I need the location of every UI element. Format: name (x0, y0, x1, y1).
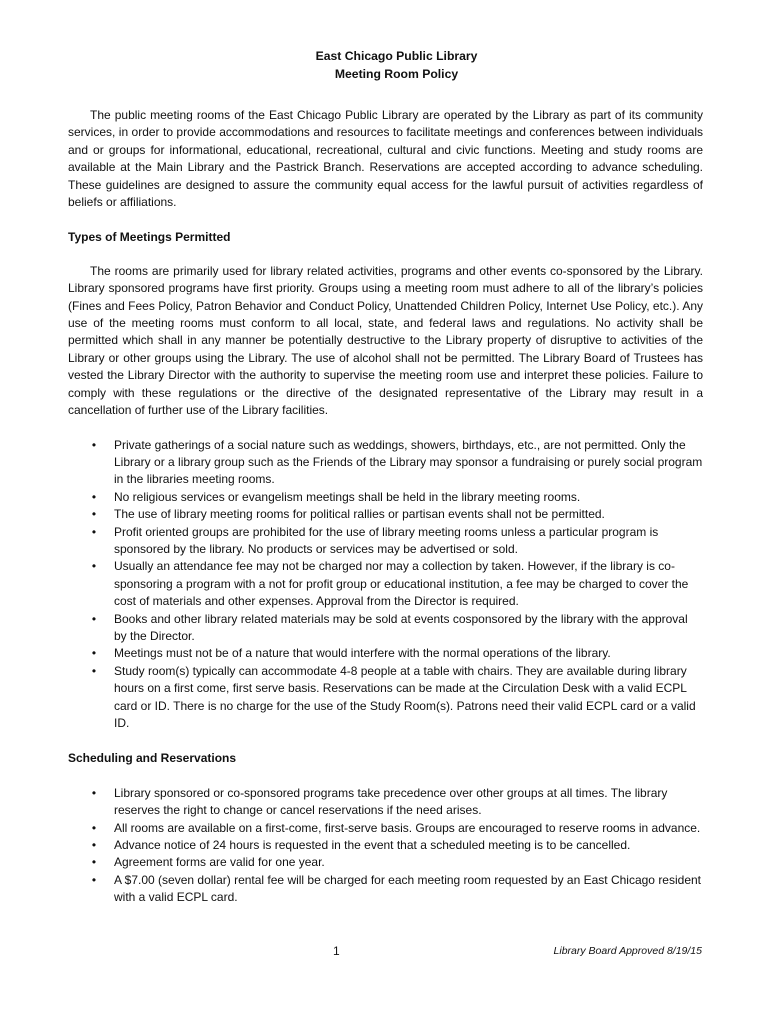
bullet-icon: • (91, 646, 97, 661)
list-item-text: Advance notice of 24 hours is requested in the event that a scheduled meeting is to be cancelled. (114, 838, 631, 853)
document-title (90, 47, 703, 83)
list-item-text: Agreement forms are valid for one year. (114, 855, 325, 870)
list-item (68, 663, 703, 733)
bullet-icon: • (91, 838, 97, 853)
intro-paragraph: The public meeting rooms of the East Chicago Public Library are operated by the Library as part of its community services, in order to provide accommodations and resources to facilitate meetings and conferences between individuals and or groups for informational, educational, recreational, cultural and civic functions. Meeting and study rooms are available at the Main Library and the Pastrick Branch. Reservations are accepted according to advance scheduling. These guidelines are designed to assure the community equal access for the lawful pursuit of activities regardless of beliefs or affiliations. (68, 108, 703, 210)
list-item-text: No religious services or evangelism meetings shall be held in the library meeting rooms. (114, 489, 581, 504)
bullet-icon: • (91, 507, 97, 522)
list-item-text: Study room(s) typically can accommodate 4-8 people at a table with chairs. They are available during library hours on a first come, first serve basis. Reservations can be made at the Circulation Desk with a valid ECPL card or ID. There is no charge for the use of the Study Room(s). Patrons need their valid ECPL card or a valid ID. (114, 663, 696, 730)
list-item-text: Meetings must not be of a nature that would interfere with the normal operations of the library. (114, 646, 611, 661)
bullet-icon: • (91, 489, 97, 504)
bullet-icon: • (91, 437, 97, 452)
list-item (68, 524, 703, 559)
list-item (68, 611, 703, 646)
title-library-name: East Chicago Public Library (315, 49, 478, 63)
bullet-icon: • (91, 524, 97, 539)
scheduling-bullet-list (68, 785, 703, 907)
section-heading-types: Types of Meetings Permitted (68, 230, 231, 245)
bullet-icon: • (91, 855, 97, 870)
bullet-icon: • (91, 872, 97, 887)
list-item (68, 489, 703, 506)
bullet-icon: • (91, 785, 97, 800)
section-heading-scheduling: Scheduling and Reservations (68, 751, 237, 766)
page-footer (0, 944, 770, 964)
list-item (68, 437, 703, 489)
bullet-icon: • (91, 820, 97, 835)
list-item-text: A $7.00 (seven dollar) rental fee will be charged for each meeting room requested by an East Chicago resident with a valid ECPL card. (114, 872, 702, 905)
list-item-text: Books and other library related materials may be sold at events cosponsored by the library with the approval by the Director. (114, 611, 688, 643)
bullet-icon: • (91, 559, 97, 574)
list-item (68, 506, 703, 523)
types-bullet-list (68, 437, 703, 733)
list-item-text: Library sponsored or co-sponsored programs take precedence over other groups at all times. The library reserves the right to change or cancel reservations if the need arises. (114, 785, 668, 818)
list-item-text: All rooms are available on a first-come, first-serve basis. Groups are encouraged to reserve rooms in advance. (114, 820, 701, 835)
title-policy-name: Meeting Room Policy (334, 67, 459, 81)
bullet-icon: • (91, 611, 97, 626)
bullet-icon: • (91, 663, 97, 678)
list-item-text: The use of library meeting rooms for political rallies or partisan events shall not be permitted. (114, 507, 605, 522)
document-body (68, 47, 703, 907)
list-item (68, 645, 703, 662)
list-item (68, 837, 703, 854)
list-item (68, 820, 703, 837)
list-item (68, 785, 703, 820)
list-item (68, 872, 703, 907)
list-item-text: Usually an attendance fee may not be charged nor may a collection by taken. However, if the library is co-sponsoring a program with a not for profit group or educational institution, a fee may be charged to cover the cost of materials and other expenses. Approval from the Director is required. (114, 559, 689, 609)
list-item (68, 558, 703, 610)
list-item-text: Private gatherings of a social nature such as weddings, showers, birthdays, etc., are not permitted. Only the Library or a library group such as the Friends of the Library may sponsor a fundraising or purely social program in the libraries meeting rooms. (114, 437, 703, 487)
page-number: 1 (333, 944, 340, 958)
approval-note: Library Board Approved 8/19/15 (553, 945, 702, 957)
list-item (68, 854, 703, 871)
types-paragraph: The rooms are primarily used for library related activities, programs and other events co-sponsored by the Library. Library sponsored programs have first priority. Groups using a meeting room must adhere to all of the library’s policies (Fines and Fees Policy, Patron Behavior and Conduct Policy, Unattended Children Policy, Internet Use Policy, etc.). Any use of the meeting rooms must conform to all local, state, and federal laws and regulations. No activity shall be permitted which shall in any manner be potentially destructive to the Library property of disruptive to activities of the Library or other groups using the Library. The use of alcohol shall not be permitted. The Library Board of Trustees has vested the Library Director with the authority to supervise the meeting room use and interpret these policies. Failure to comply with these regulations or the directive of the designated representative of the Library may result in a cancellation of further use of the Library facilities. (68, 263, 703, 418)
list-item-text: Profit oriented groups are prohibited for the use of library meeting rooms unless a particular program is sponsored by the library. No products or services may be advertised or sold. (114, 524, 659, 556)
